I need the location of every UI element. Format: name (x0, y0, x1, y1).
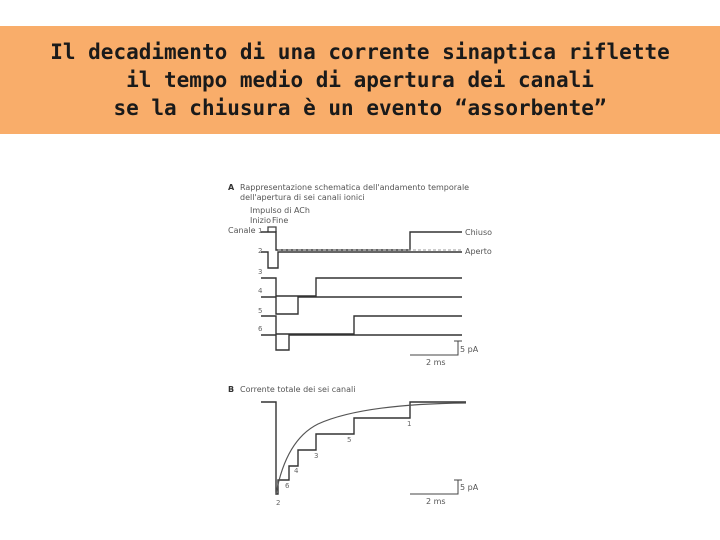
channel-trace-4 (261, 297, 462, 314)
step-label-5: 5 (347, 436, 352, 444)
step-label-1: 1 (407, 420, 412, 428)
channel-trace-2 (261, 252, 462, 268)
channel-number-4: 4 (258, 287, 263, 295)
title-line-1: Il decadimento di una corrente sinaptica riflette (50, 40, 670, 64)
end-label: Fine (272, 216, 289, 225)
channels-label: Canale (228, 226, 256, 235)
title-line-3: se la chiusura è un evento “assorbente” (113, 96, 607, 120)
pulse-label: Impulso di ACh (250, 206, 310, 215)
panel-b-caption: Corrente totale dei sei canali (240, 385, 356, 394)
panel-a-caption-1: Rappresentazione schematica dell'andamento temporale (240, 183, 470, 192)
panel-a-caption-2: dell'apertura di sei canali ionici (240, 193, 365, 202)
scale-current-a: 5 pA (460, 345, 479, 354)
step-label-6: 6 (285, 482, 290, 490)
panel-a-letter: A (228, 183, 235, 192)
channel-traces (261, 232, 462, 350)
panel-b-letter: B (228, 385, 235, 394)
closed-label: Chiuso (465, 228, 493, 237)
channel-number-3: 3 (258, 268, 263, 276)
channel-trace-3 (261, 278, 462, 296)
scale-bar-a (410, 341, 462, 355)
step-label-2: 2 (276, 499, 281, 507)
channel-trace-5 (261, 316, 462, 334)
channel-number-2: 2 (258, 247, 263, 255)
step-label-3: 3 (314, 452, 319, 460)
channel-trace-6 (261, 335, 462, 350)
channel-number-1: 1 (258, 227, 263, 235)
channel-number-6: 6 (258, 325, 263, 333)
exponential-fit-curve (276, 403, 466, 494)
channel-trace-1 (261, 232, 462, 250)
scale-time-b: 2 ms (426, 497, 446, 506)
ach-pulse-mark (268, 227, 276, 232)
start-label: Inizio (250, 216, 271, 225)
scale-time-a: 2 ms (426, 358, 446, 367)
scale-bar-b (410, 480, 462, 494)
channel-number-5: 5 (258, 307, 263, 315)
scale-current-b: 5 pA (460, 483, 479, 492)
title-line-2: il tempo medio di apertura dei canali (126, 68, 594, 92)
open-label: Aperto (465, 247, 492, 256)
step-label-4: 4 (294, 467, 299, 475)
